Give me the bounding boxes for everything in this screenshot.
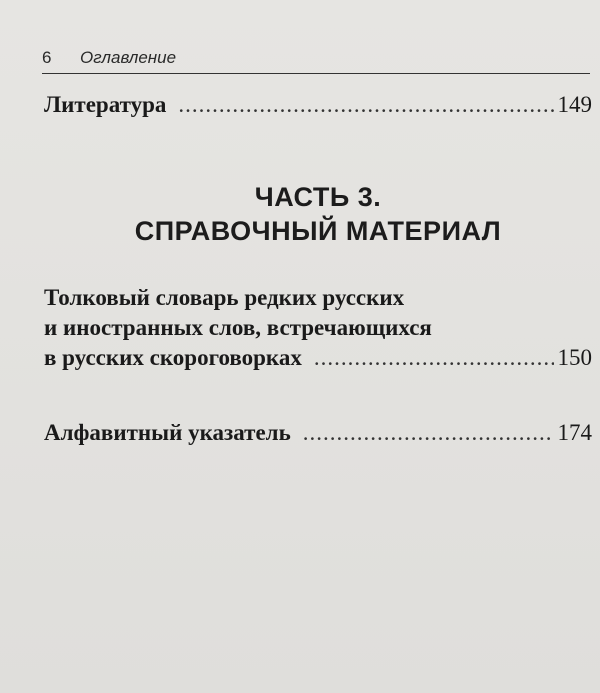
- running-head-title: Оглавление: [80, 48, 177, 67]
- header-rule: [42, 73, 590, 74]
- dot-leader: [178, 90, 553, 120]
- dot-leader: [303, 418, 554, 448]
- toc-entry-literature[interactable]: [44, 90, 592, 120]
- part-title: СПРАВОЧНЫЙ МАТЕРИАЛ: [134, 216, 502, 246]
- toc-page-number: 150: [557, 345, 592, 370]
- page-number: 6: [42, 48, 52, 67]
- toc-entry-dictionary[interactable]: [44, 283, 592, 373]
- dot-leader: [314, 343, 554, 373]
- toc-entry-title: Литература: [44, 92, 167, 117]
- part-heading: [44, 180, 592, 248]
- toc-entry-index[interactable]: [44, 418, 592, 448]
- running-head: [42, 48, 590, 68]
- toc-entry-title: Алфавитный указатель: [44, 420, 291, 445]
- toc-page-number: 149: [557, 92, 592, 117]
- toc-entry-title-line: Толковый словарь редких русских: [44, 285, 405, 310]
- toc-entry-title-line: в русских скороговорках: [44, 345, 302, 370]
- toc-page-number: 174: [557, 420, 592, 445]
- toc-entry-title-line: и иностранных слов, встречающихся: [44, 315, 432, 340]
- part-number: ЧАСТЬ 3.: [254, 182, 382, 212]
